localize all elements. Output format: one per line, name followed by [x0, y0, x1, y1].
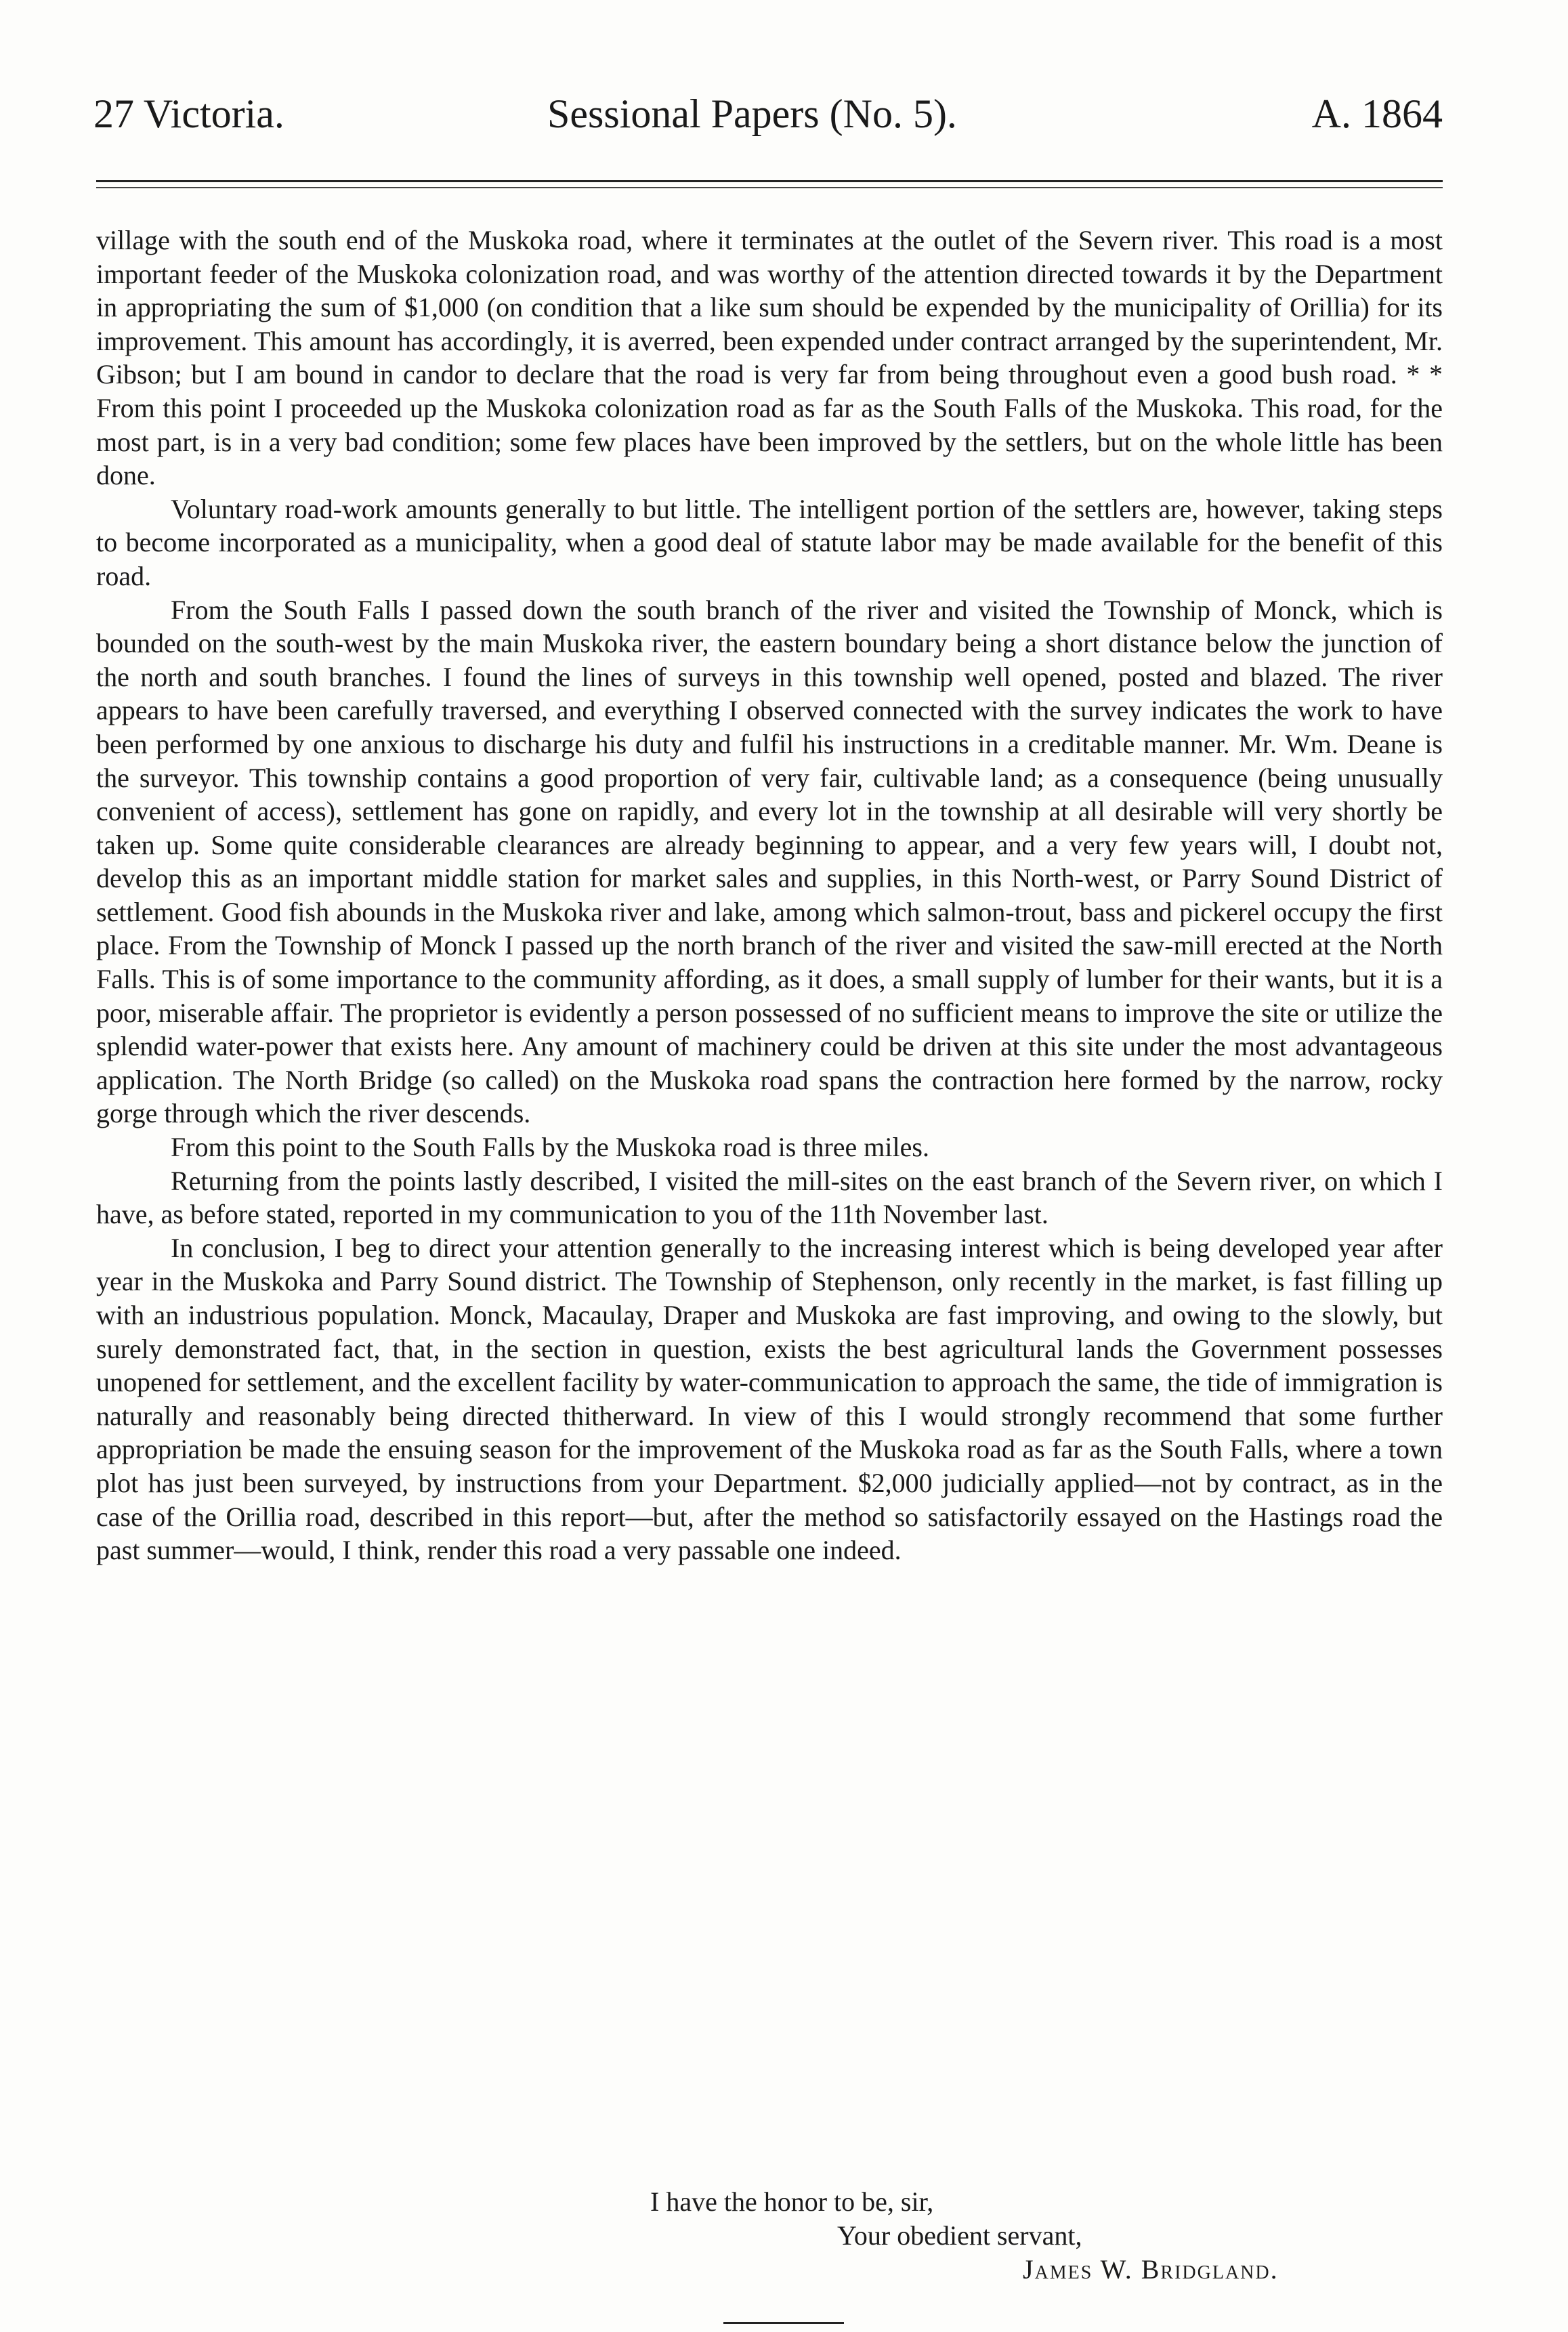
signature: James W. Bridgland. [1023, 2254, 1279, 2285]
end-rule [723, 2322, 844, 2324]
report-body [96, 224, 1443, 1567]
page-header [93, 87, 1443, 141]
header-rule-thin [96, 187, 1443, 188]
header-year: A. 1864 [1311, 91, 1443, 136]
paragraph: village with the south end of the Muskoka road, where it terminates at the outlet of the Severn river. This road is a most important feeder of the Muskoka colonization road, and was worthy of the attention directed towards it by the Department in appropriating the sum of $1,000 (on condition that a like sum should be expended by the municipality of Orillia) for its improvement. This amount has accordingly, it is averred, been expended under contract arranged by the superintendent, Mr. Gibson; but I am bound in candor to declare that the road is very far from being throughout even a good bush road. * * From this point I proceeded up the Muskoka colonization road as far as the South Falls of the Muskoka. This road, for the most part, is in a very bad condition; some few places have been improved by the settlers, but on the whole little has been done. [96, 225, 1443, 491]
paragraph: From the South Falls I passed down the south branch of the river and visited the Township of Monck, which is bounded on the south-west by the main Muskoka river, the eastern boundary being a short distance below the junction of the north and south branches. I found the lines of surveys in this township well opened, posted and blazed. The river appears to have been carefully traversed, and everything I observed connected with the survey indicates the work to have been performed by one anxious to discharge his duty and fulfil his instructions in a creditable manner. Mr. Wm. Deane is the surveyor. This township contains a good proportion of very fair, cultivable land; as a consequence (being unusually convenient of access), settlement has gone on rapidly, and every lot in the township at all desirable will very shortly be taken up. Some quite considerable clearances are already beginning to appear, and a very few years will, I doubt not, develop this as an important middle station for market sales and supplies, in this North-west, or Parry Sound District of settlement. Good fish abounds in the Muskoka river and lake, among which salmon-trout, bass and pickerel occupy the first place. From the Township of Monck I passed up the north branch of the river and visited the saw-mill erected at the North Falls. This is of some importance to the community affording, as it does, a small supply of lumber for their wants, but it is a poor, miserable affair. The proprietor is evidently a person possessed of no sufficient means to improve the site or utilize the splendid water-power that exists here. Any amount of machinery could be driven at this site under the most advantageous application. The North Bridge (so called) on the Muskoka road spans the contraction here formed by the narrow, rocky gorge through which the river descends. [96, 594, 1443, 1129]
header-rule-thick [96, 180, 1443, 182]
closing-salutation: I have the honor to be, sir, [650, 2186, 934, 2217]
closing-servant: Your obedient servant, [837, 2220, 1082, 2251]
header-title: Sessional Papers (No. 5). [547, 91, 957, 136]
paragraph: In conclusion, I beg to direct your attention generally to the increasing interest which is being developed year after year in the Muskoka and Parry Sound district. The Township of Stephenson, only recently in the market, is fast filling up with an industrious population. Monck, Macaulay, Draper and Muskoka are fast improving, and owing to the slowly, but surely demonstrated fact, that, in the section in question, exists the best agricultural lands the Government possesses unopened for settlement, and the excellent facility by water-communication to approach the same, the tide of immigration is naturally and reasonably being directed thitherward. In view of this I would strongly recommend that some further appropriation be made the ensuing season for the improvement of the Muskoka road as far as the South Falls, where a town plot has just been surveyed, by instructions from your Department. $2,000 judicially applied—not by contract, as in the case of the Orillia road, described in this report—but, after the method so satisfactorily essayed on the Hastings road the past summer—would, I think, render this road a very passable one indeed. [96, 1232, 1443, 1566]
paragraph: Voluntary road-work amounts generally to but little. The intelligent portion of the settlers are, however, taking steps to become incorporated as a municipality, when a good deal of statute labor may be made available for the benefit of this road. [96, 493, 1443, 591]
paragraph: Returning from the points lastly described, I visited the mill-sites on the east branch of the Severn river, on which I have, as before stated, reported in my communication to you of the 11th November last. [96, 1165, 1443, 1230]
header-session: 27 Victoria. [93, 91, 284, 136]
paragraph: From this point to the South Falls by the Muskoka road is three miles. [171, 1132, 929, 1163]
